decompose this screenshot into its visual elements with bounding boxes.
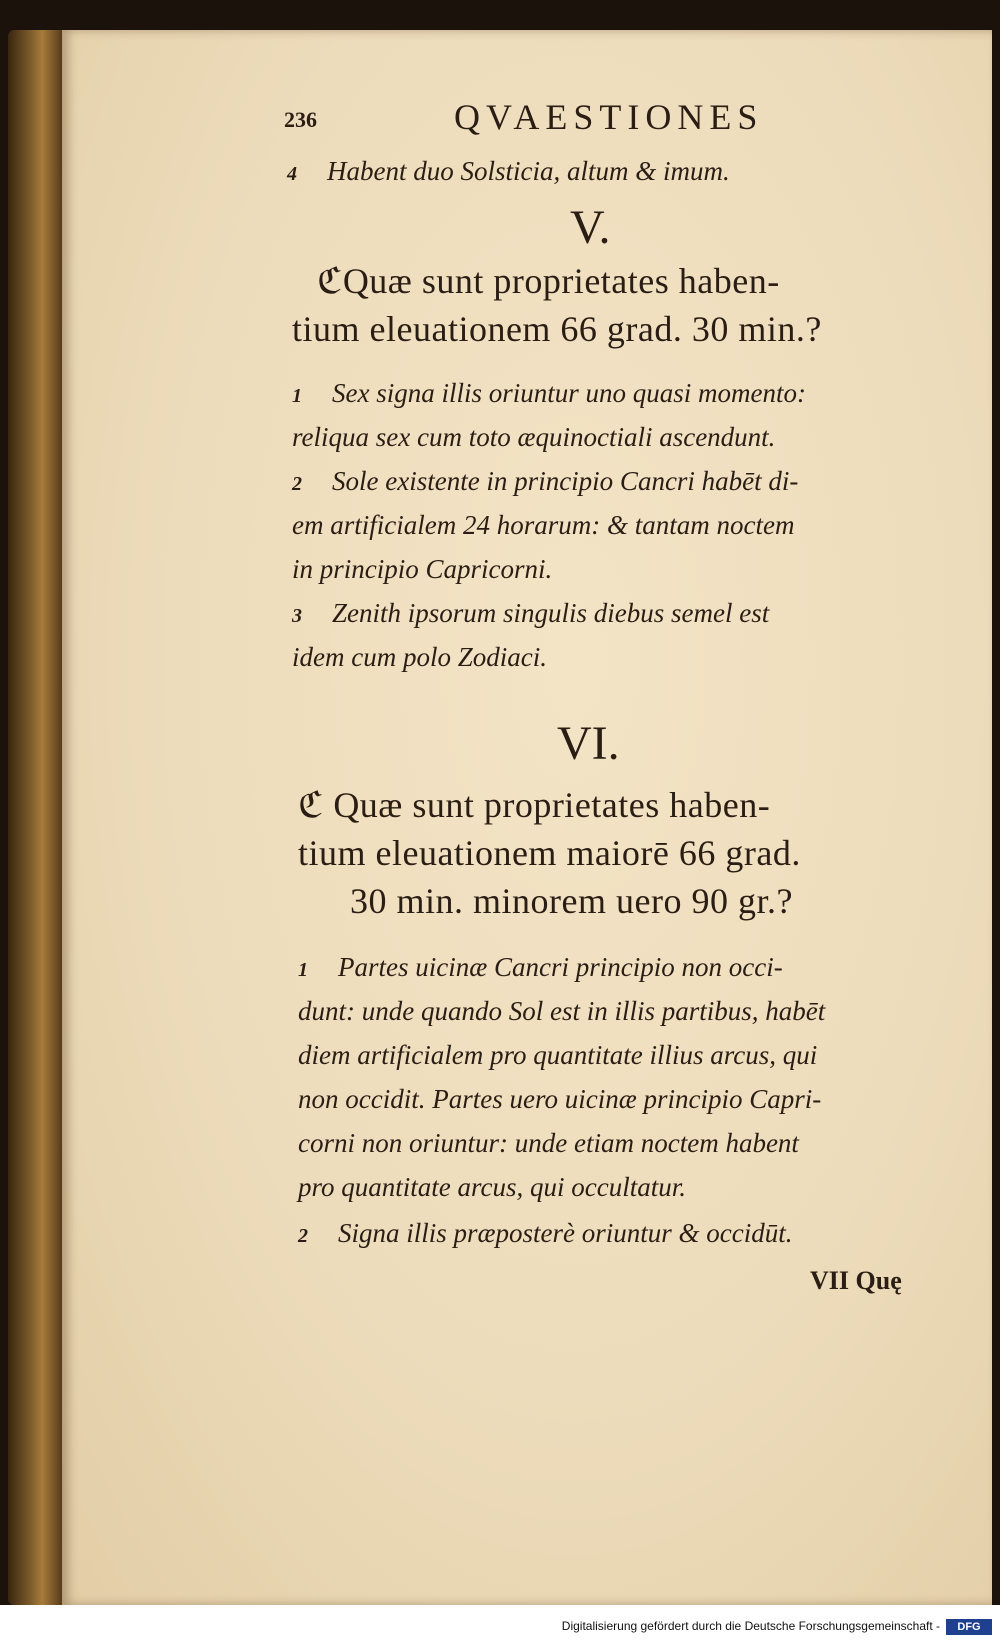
item-text: Habent duo Solsticia, altum & imum. [327, 156, 730, 186]
running-head-title: QVAESTIONES [454, 97, 764, 137]
vi-item-1-line-2: dunt: unde quando Sol est in illis partibus, habēt [298, 996, 826, 1026]
question-vi-line-1: ℭ Quæ sunt proprietates haben- [298, 785, 771, 825]
vi-item-1-line-4: non occidit. Partes uero uicinæ principio Capri- [298, 1084, 822, 1114]
vi-item-2-line-1: 2 Signa illis præposterè oriuntur & occidūt. [298, 1218, 793, 1248]
page-number: 236 [284, 107, 317, 132]
v-item-1-line-1: 1 Sex signa illis oriuntur uno quasi momento: [292, 378, 806, 408]
book-page [62, 30, 992, 1605]
v-item-2-line-3: in principio Capricorni. [292, 554, 553, 584]
intro-item [287, 156, 730, 187]
digitization-footer [0, 1605, 1000, 1647]
v-item-3-line-1: 3 Zenith ipsorum singulis diebus semel est [292, 598, 770, 628]
question-vi-line-2: tium eleuationem maiorē 66 grad. [298, 833, 801, 873]
section-numeral-v: V. [570, 201, 611, 254]
footer-credit: Digitalisierung gefördert durch die Deutsche Forschungsgemeinschaft - [561, 1619, 940, 1633]
section-numeral-vi: VI. [557, 717, 620, 770]
page-text [62, 30, 992, 1605]
paragraph-mark-icon: ℭ [317, 261, 343, 301]
book-spine [8, 30, 70, 1605]
vi-item-1-line-1: 1 Partes uicinæ Cancri principio non occi- [298, 952, 783, 982]
v-item-2-line-2: em artificialem 24 horarum: & tantam noctem [292, 510, 795, 540]
vi-item-1-line-6: pro quantitate arcus, qui occultatur. [298, 1172, 686, 1202]
question-v-line-2: tium eleuationem 66 grad. 30 min.? [292, 309, 822, 349]
item-number: 4 [287, 163, 297, 185]
v-item-2-line-1: 2 Sole existente in principio Cancri habēt di- [292, 466, 799, 496]
question-vi-line-3: 30 min. minorem uero 90 gr.? [350, 881, 793, 921]
question-v-line-1: ℭQuæ sunt proprietates haben- [317, 261, 780, 301]
v-item-3-line-2: idem cum polo Zodiaci. [292, 642, 547, 672]
paragraph-mark-icon: ℭ [298, 785, 334, 825]
catchword: VII Quę [810, 1266, 902, 1295]
vi-item-1-line-5: corni non oriuntur: unde etiam noctem habent [298, 1128, 799, 1158]
v-item-1-line-2: reliqua sex cum toto æquinoctiali ascendunt. [292, 422, 776, 452]
vi-item-1-line-3: diem artificialem pro quantitate illius arcus, qui [298, 1040, 818, 1070]
dfg-logo-icon: DFG [946, 1619, 992, 1635]
